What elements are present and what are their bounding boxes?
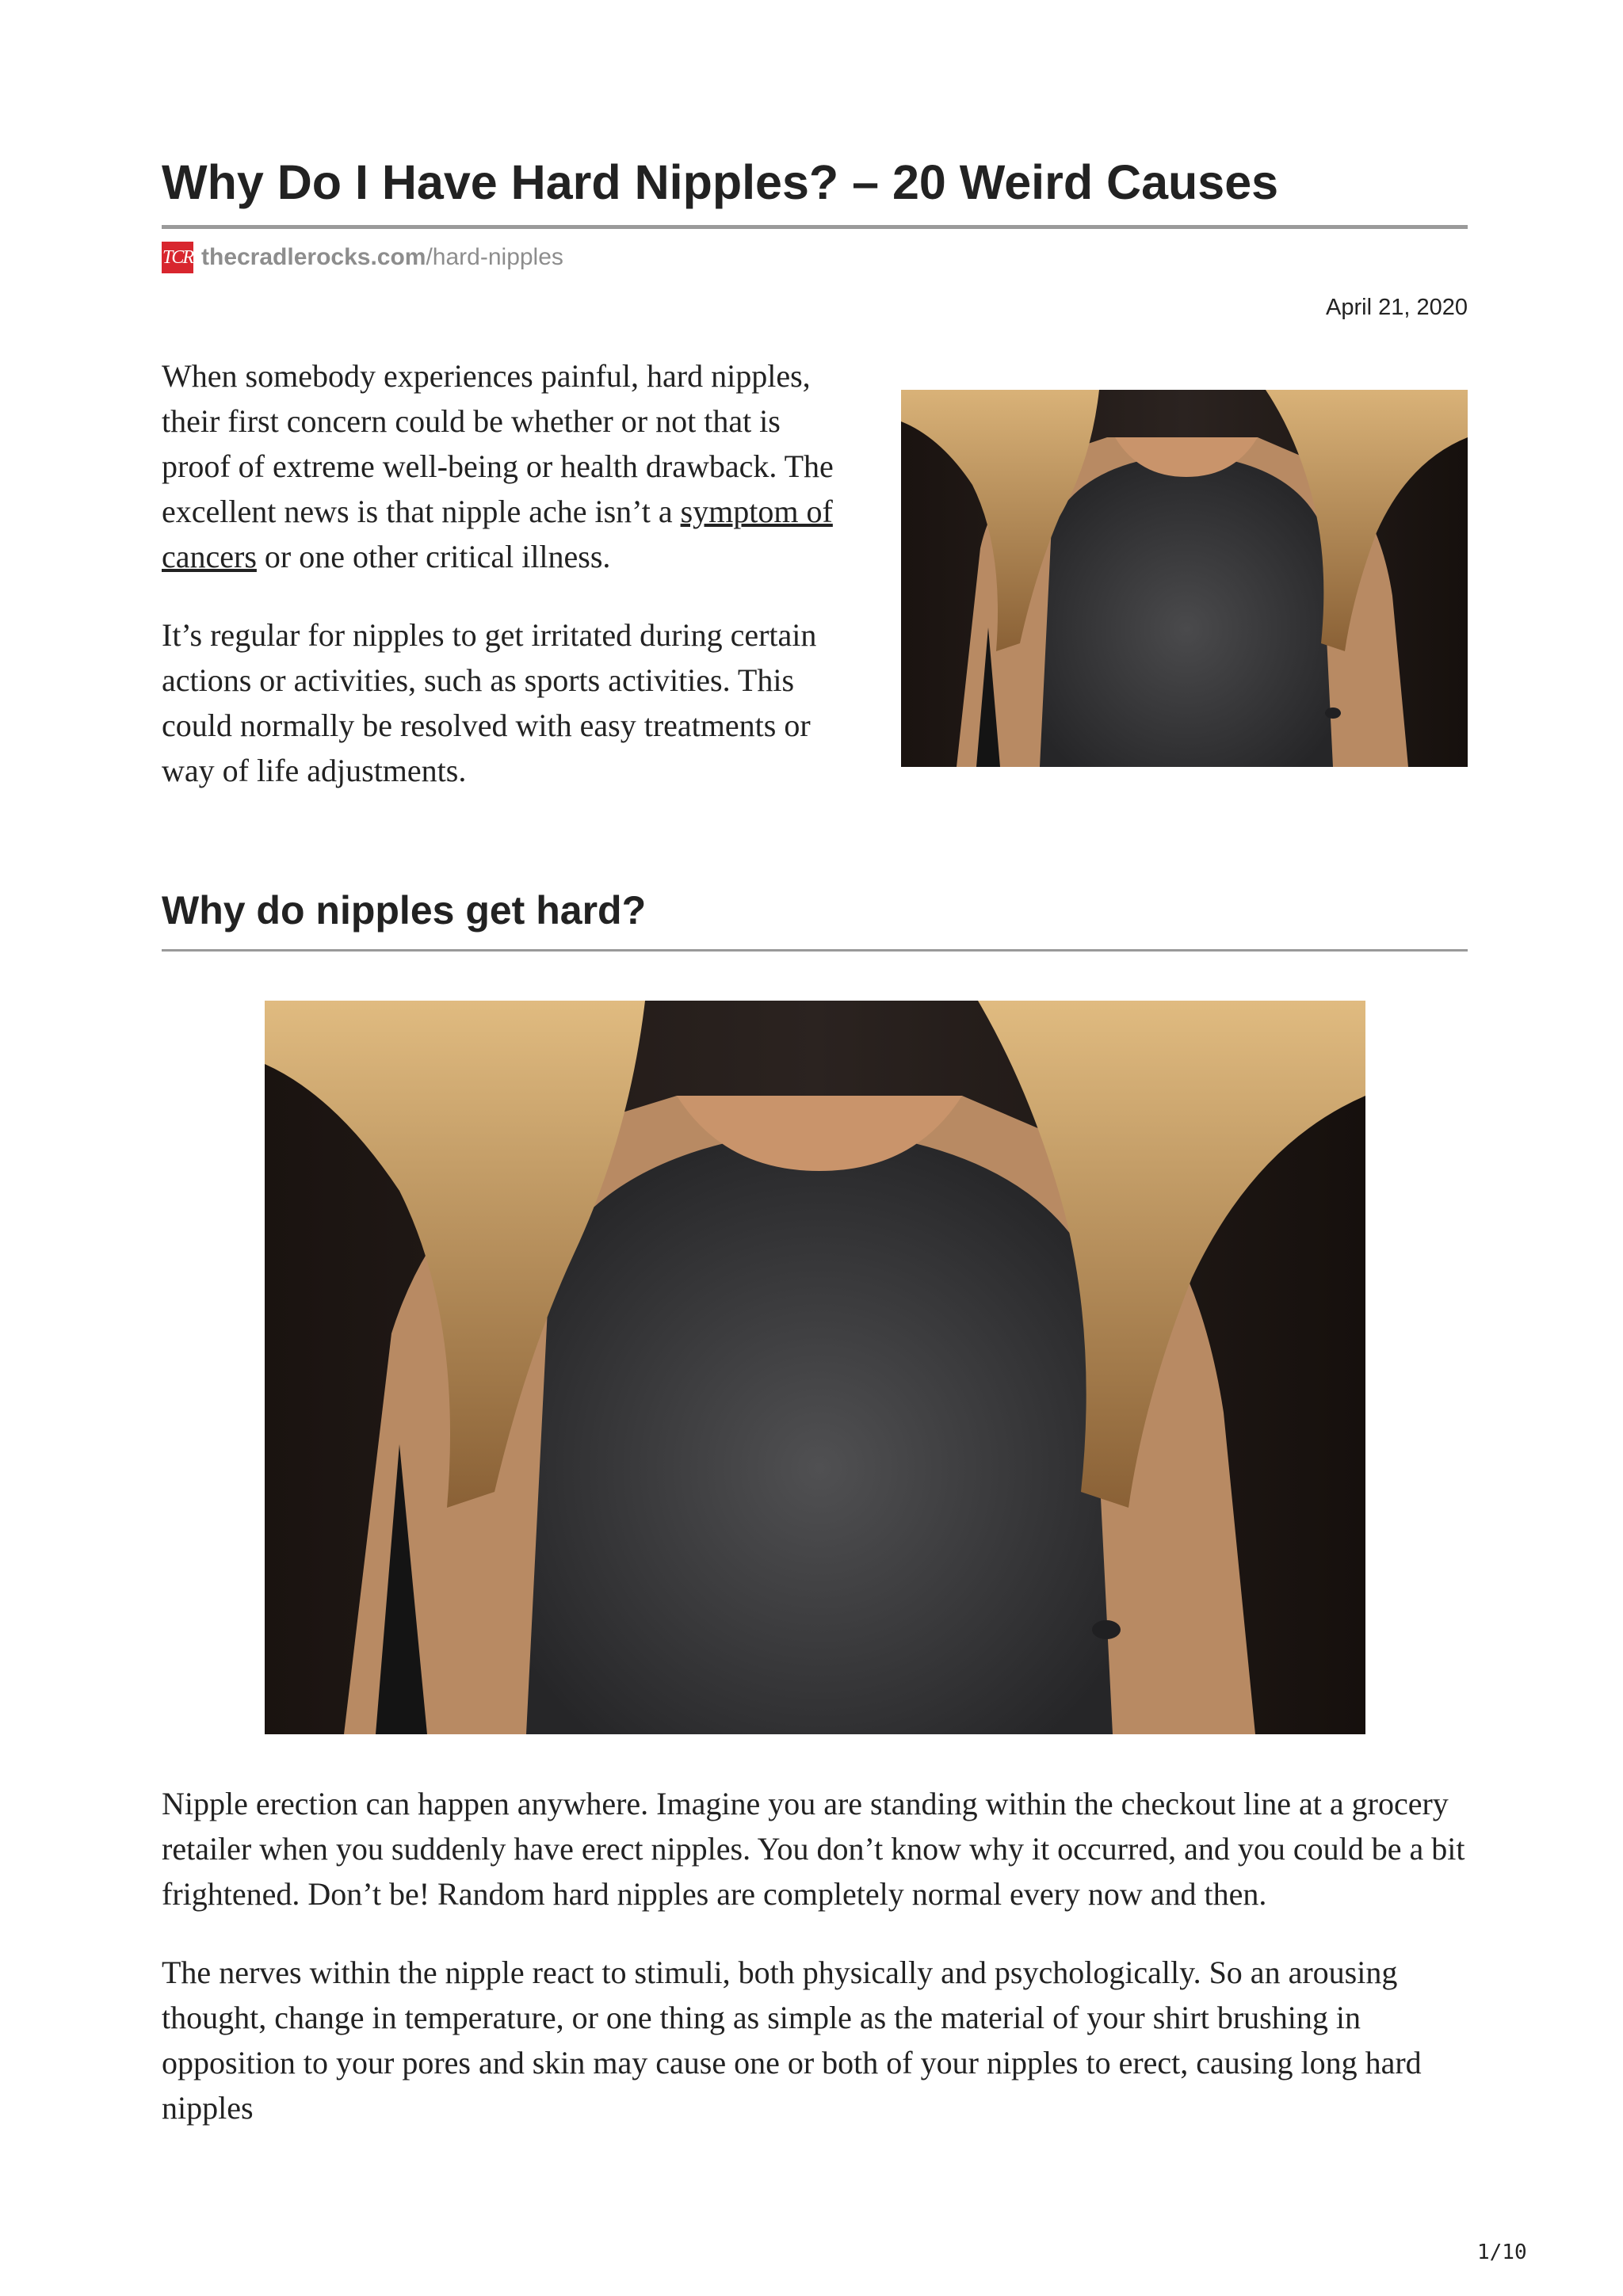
body-paragraph-2: The nerves within the nipple react to stimuli, both physically and psychologically. So an arousing thought, change in temperature, or one thing as simple as the material of your shirt brushing in opposition to your pores and skin may cause one or both of your nipples to erect, causing long hard nipples: [162, 1955, 1422, 2126]
site-logo-icon: TCR: [162, 242, 193, 273]
intro-p1-text-before: When somebody experiences painful, hard nipples, their first concern could be whether or not that is proof of extreme well-being or health drawback. The excellent news is that nipple ache isn’t a: [162, 358, 834, 529]
section-heading: Why do nipples get hard?: [162, 888, 647, 933]
source-path[interactable]: /hard-nipples: [426, 244, 563, 270]
symptom-of-cancers-link[interactable]: symptom of cancers: [162, 494, 833, 574]
photo-illustration-large: [265, 1001, 1365, 1734]
source-line[interactable]: [162, 239, 563, 276]
article-photo-large: [265, 1001, 1365, 1734]
photo-illustration-small: [901, 390, 1468, 767]
intro-paragraph-1: [162, 353, 851, 579]
intro-p1-text-after: or one other critical illness.: [256, 539, 611, 574]
intro-paragraph-2: It’s regular for nipples to get irritated during certain actions or activities, such as sports activities. This could normally be resolved with easy treatments or way of life adjustments.: [162, 617, 817, 788]
intro-text: [162, 353, 851, 826]
article-photo-small: [901, 390, 1468, 767]
article-title: Why Do I Have Hard Nipples? – 20 Weird Causes: [162, 155, 1279, 209]
source-domain[interactable]: thecradlerocks.com: [201, 244, 426, 270]
title-divider: [162, 225, 1468, 229]
section-divider: [162, 949, 1468, 952]
body-text: [162, 1781, 1468, 2164]
publish-date: April 21, 2020: [1326, 295, 1468, 320]
page-number: 1/10: [1477, 2241, 1527, 2264]
body-paragraph-1: Nipple erection can happen anywhere. Imagine you are standing within the checkout line at a grocery retailer when you suddenly have erect nipples. You don’t know why it occurred, and you could be a bit frightened. Don’t be! Random hard nipples are completely normal every now and then.: [162, 1786, 1465, 1912]
